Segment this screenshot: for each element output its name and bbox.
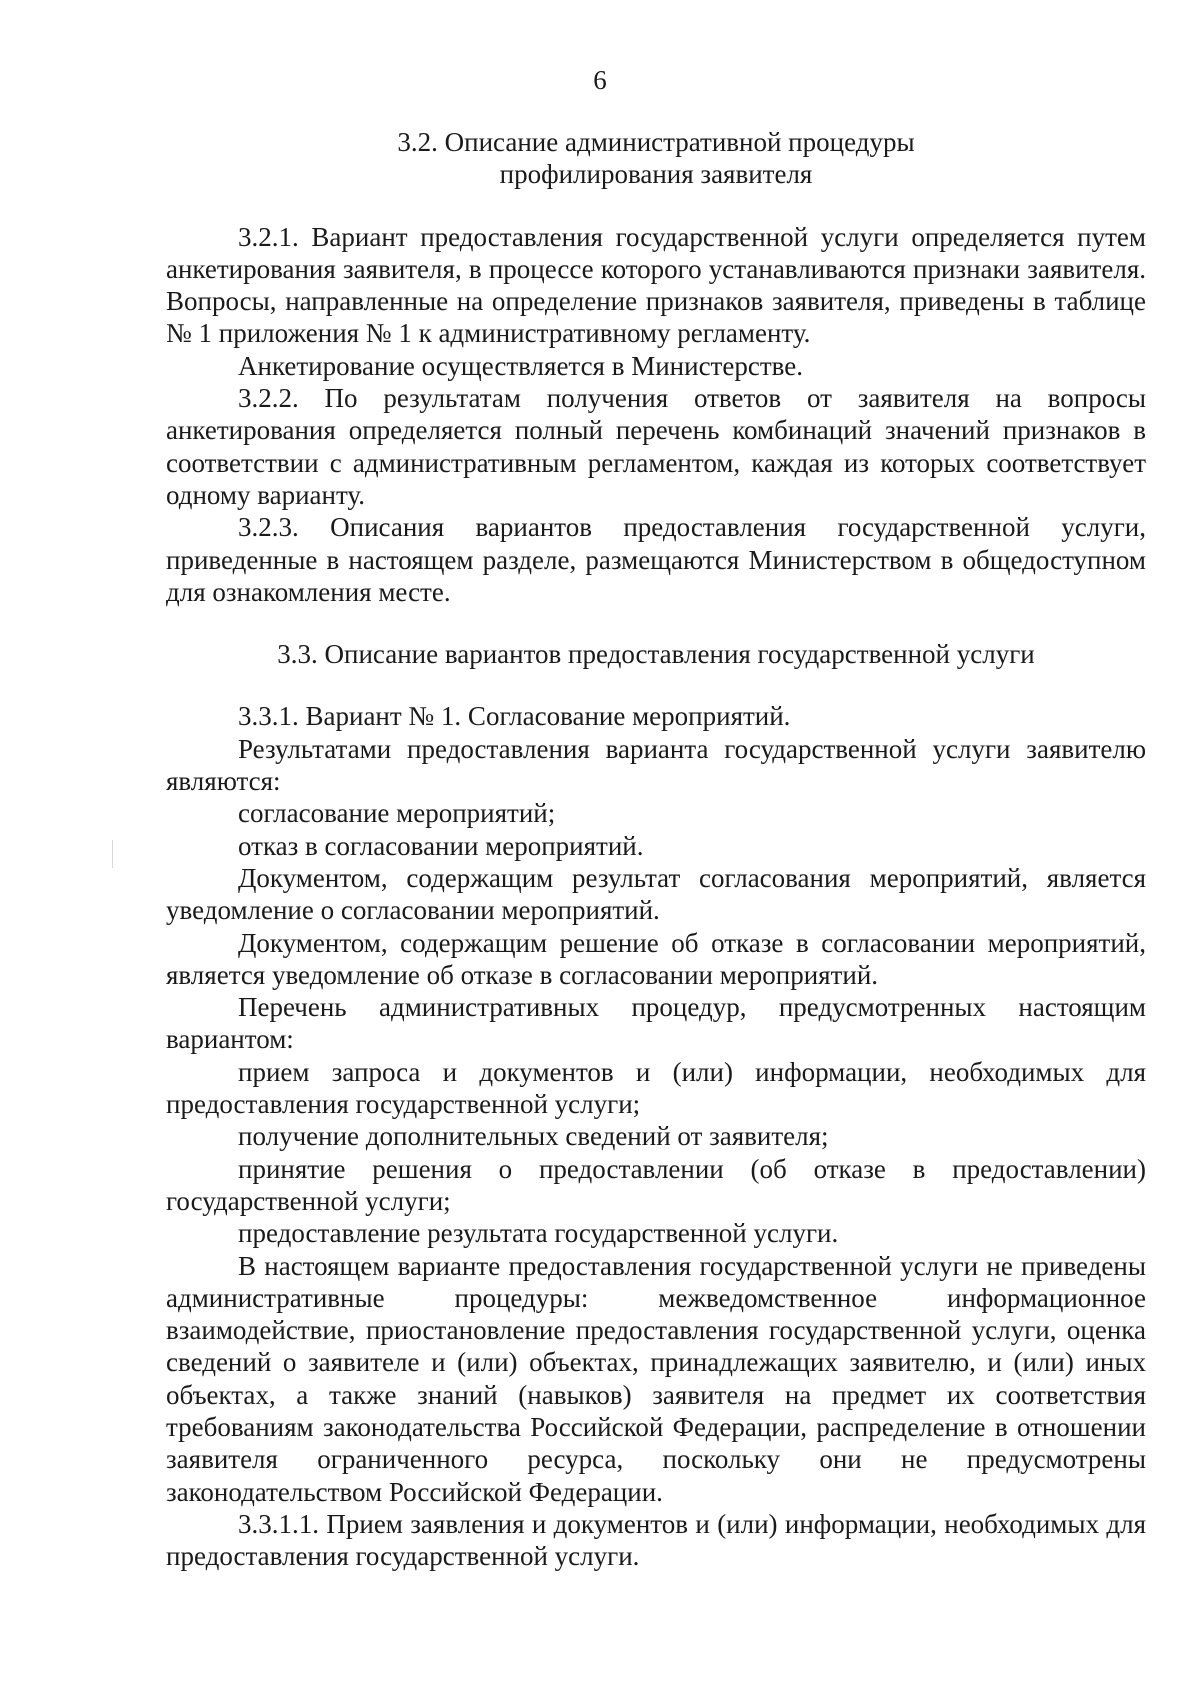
paragraph-refusal-document: Документом, содержащим решение об отказе в согласовании мероприятий, является уведомление об отказе в согласовании мероприятий.: [166, 927, 1146, 990]
section-heading-3-2: [166, 126, 1146, 191]
list-item-result-approval: согласование мероприятий;: [238, 798, 556, 829]
list-item-procedure-request: прием запроса и документов и (или) информации, необходимых для предоставления государственной услуги;: [166, 1056, 1146, 1120]
paragraph-procedures-list: Перечень административных процедур, предусмотренных настоящим вариантом:: [166, 992, 1146, 1055]
paragraph-3-3-1-1: 3.3.1.1. Прием заявления и документов и (или) информации, необходимых для предоставления государственной услуги.: [166, 1508, 1146, 1572]
margin-mark: [112, 840, 113, 868]
document-body: [166, 126, 1146, 1572]
page-number: 6: [593, 65, 607, 95]
list-item-procedure-result: предоставление результата государственной услуги.: [238, 1218, 839, 1249]
list-item-result-refusal: отказ в согласовании мероприятий.: [238, 830, 644, 861]
paragraph-questionnaire: Анкетирование осуществляется в Министерстве.: [238, 350, 803, 381]
section-heading-3-2-line2: профилирования заявителя: [499, 159, 813, 190]
list-item-procedure-additional-info: получение дополнительных сведений от заявителя;: [238, 1121, 829, 1152]
list-item-procedure-decision: принятие решения о предоставлении (об отказе в предоставлении) государственной услуги;: [166, 1153, 1146, 1216]
paragraph-results: Результатами предоставления варианта государственной услуги заявителю являются:: [166, 733, 1146, 797]
paragraph-3-3-1: 3.3.1. Вариант № 1. Согласование мероприятий.: [238, 701, 791, 732]
paragraph-excluded-procedures: В настоящем варианте предоставления государственной услуги не приведены административные процедуры: межведомственное информационное взаимодействие, приостановление предоставления государственной услуги, оценка сведений о заявителе и (или) объектах, принадлежащих заявителю, и (или) иных объектах, а также знаний (навыков) заявителя на предмет их соответствия требованиям законодательства Российской Федерации, распределение в отношении заявителя ограниченного ресурса, поскольку они не предусмотрены законодательством Российской Федерации.: [166, 1250, 1146, 1507]
paragraph-3-2-2: 3.2.2. По результатам получения ответов от заявителя на вопросы анкетирования определяется полный перечень комбинаций значений признаков в соответствии с административным регламентом, каждая из которых соответствует одному варианту.: [166, 383, 1146, 510]
paragraph-approval-document: Документом, содержащим результат согласования мероприятий, является уведомление о согласовании мероприятий.: [166, 862, 1146, 926]
paragraph-3-2-3: 3.2.3. Описания вариантов предоставления государственной услуги, приведенные в настоящем разделе, размещаются Министерством в общедоступном для ознакомления месте.: [166, 512, 1146, 607]
section-heading-3-2-line1: 3.2. Описание административной процедуры: [397, 127, 915, 157]
section-heading-3-3: 3.3. Описание вариантов предоставления государственной услуги: [277, 639, 1035, 670]
paragraph-3-2-1: 3.2.1. Вариант предоставления государственной услуги определяется путем анкетирования заявителя, в процессе которого устанавливаются признаки заявителя. Вопросы, направленные на определение признаков заявителя, приведены в таблице № 1 приложения № 1 к административному регламенту.: [166, 221, 1146, 349]
